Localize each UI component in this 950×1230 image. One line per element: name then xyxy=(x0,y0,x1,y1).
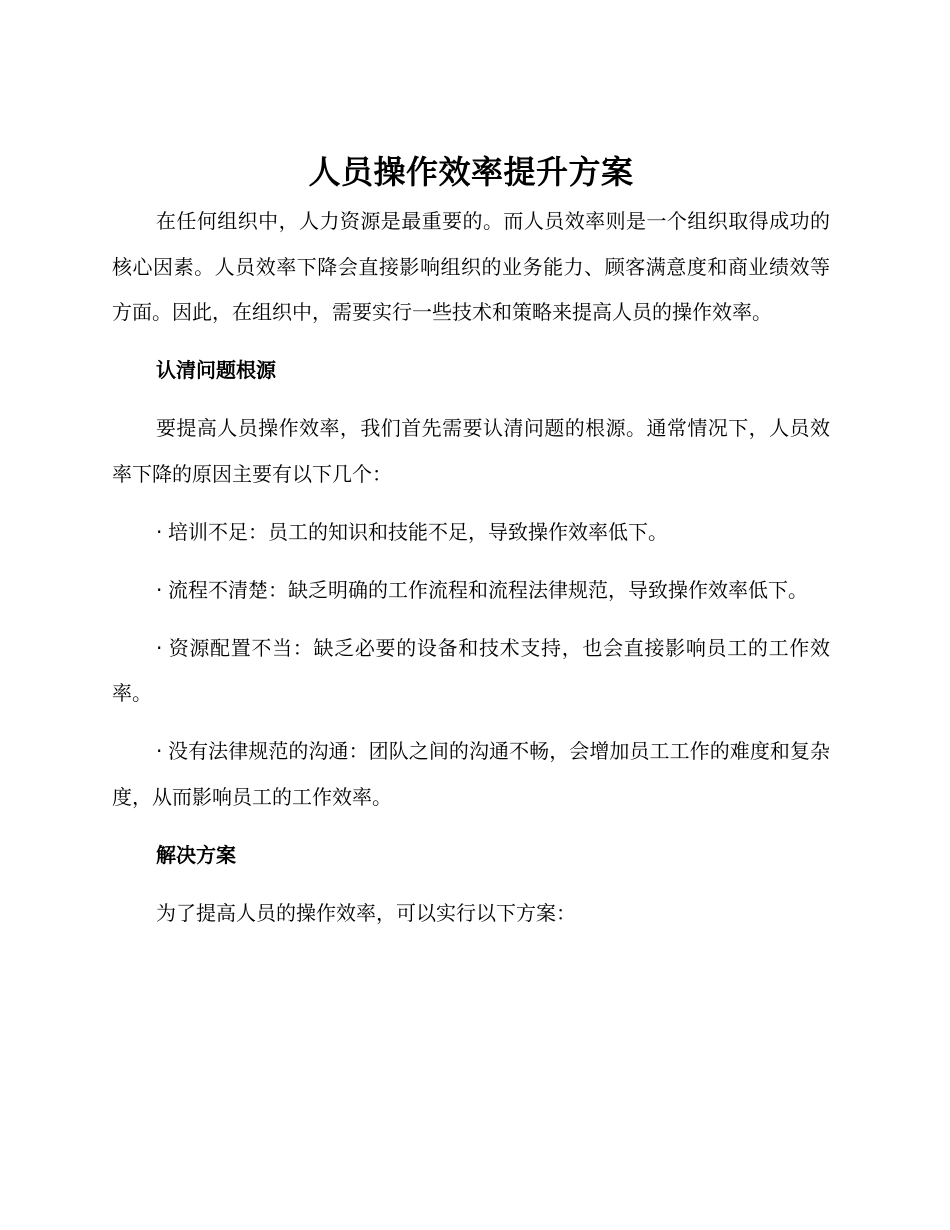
bullet-item-communication xyxy=(112,729,830,820)
bullet-dot-icon: · xyxy=(156,519,163,544)
bullet-dot-icon: · xyxy=(156,635,163,660)
solution-lead-paragraph: 为了提高人员的操作效率，可以实行以下方案： xyxy=(156,900,576,925)
bullet-text: 没有法律规范的沟通：团队之间的沟通不畅，会增加员工工作的难度和复杂度，从而影响员工的工作效率。 xyxy=(112,739,830,809)
section-heading-solution: 解决方案 xyxy=(156,842,236,867)
bullet-dot-icon: · xyxy=(156,739,163,763)
bullet-item-process xyxy=(112,568,830,614)
intro-paragraph: 在任何组织中，人力资源是最重要的。而人员效率则是一个组织取得成功的核心因素。人员效率下降会直接影响组织的业务能力、顾客满意度和商业绩效等方面。因此，在组织中，需要实行一些技术和策略来提高人员的操作效率。 xyxy=(112,209,830,324)
root-cause-lead-paragraph: 要提高人员操作效率，我们首先需要认清问题的根源。通常情况下，人员效率下降的原因主要有以下几个： xyxy=(112,416,830,486)
bullet-text: 资源配置不当：缺乏必要的设备和技术支持，也会直接影响员工的工作效率。 xyxy=(112,635,830,705)
bullet-text: 培训不足：员工的知识和技能不足，导致操作效率低下。 xyxy=(168,519,668,544)
bullet-dot-icon: · xyxy=(156,577,163,602)
document-title: 人员操作效率提升方案 xyxy=(308,153,634,191)
bullet-item-training xyxy=(112,510,830,556)
section-heading-root-cause: 认清问题根源 xyxy=(156,358,276,382)
bullet-text: 流程不清楚：缺乏明确的工作流程和流程法律规范，导致操作效率低下。 xyxy=(168,577,808,602)
bullet-item-resources xyxy=(112,626,830,717)
